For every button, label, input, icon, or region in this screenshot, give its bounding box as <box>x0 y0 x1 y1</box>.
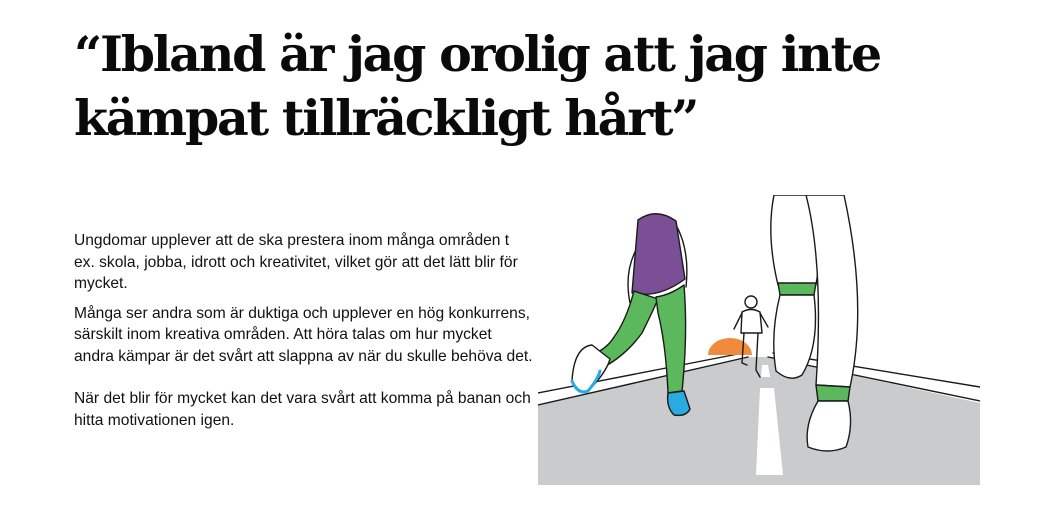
page-title <box>74 22 974 150</box>
fg-shoe-front <box>807 401 850 451</box>
runners-illustration <box>538 195 980 485</box>
paragraph-2: Många ser andra som är duktiga och upplever en hög konkurrens, särskilt inom kreativa områden. Att höra talas om hur mycket andra kämpar är det svårt att slappna av när du skulle behöva det. <box>74 304 533 365</box>
fg-sock-back <box>778 283 816 295</box>
paragraph-3: När det blir för mycket kan det vara svårt att komma på banan och hitta motivationen igen. <box>74 390 531 429</box>
runner-shirt <box>632 214 685 295</box>
sun <box>708 338 752 355</box>
fg-sock-front <box>816 385 850 401</box>
headline-line-1: “Ibland är jag orolig att jag inte <box>74 25 880 83</box>
paragraph-1: Ungdomar upplever att de ska prestera inom många områden t ex. skola, jobba, idrott och kreativitet, vilket gör att det lätt blir för mycket. <box>74 232 518 292</box>
body-text <box>74 230 534 431</box>
headline-line-2: kämpat tillräckligt hårt” <box>74 89 698 147</box>
